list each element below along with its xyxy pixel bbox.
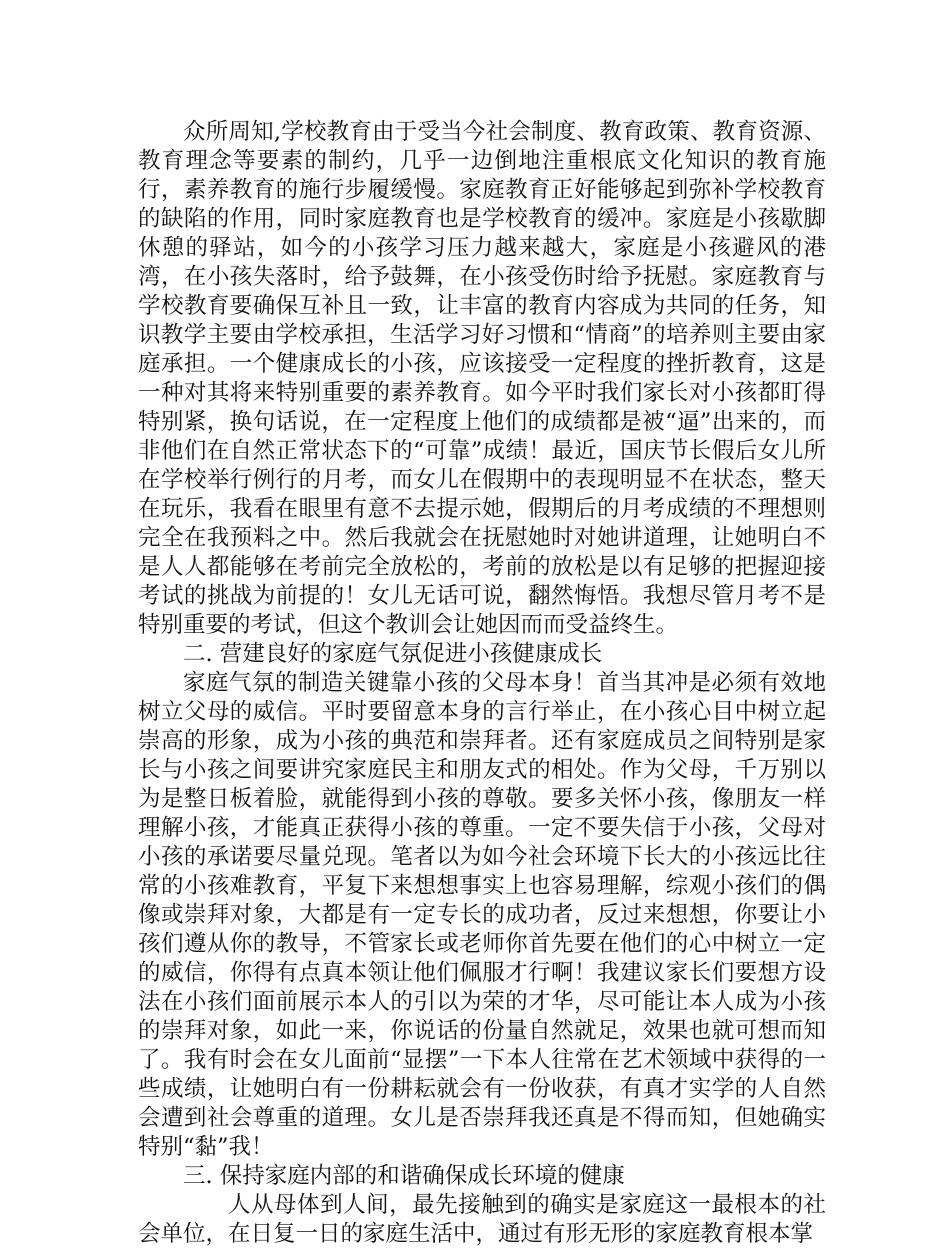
paragraph-school-vs-family-education: 众所周知,学校教育由于受当今社会制度、教育政策、教育资源、教育理念等要素的制约，几乎一边倒地注重根底文化知识的教育施行，素养教育的施行步履缓慢。家庭教育正好能够起到弥补学校教育的缺陷的作用，同时家庭教育也是学校教育的缓冲。家庭是小孩歇脚休憩的驿站，如今的小孩学习压力越来越大，家庭是小孩避风的港湾，在小孩失落时，给予鼓舞，在小孩受伤时给予抚慰。家庭教育与学校教育要确保互补且一致，让丰富的教育内容成为共同的任务，知识教学主要由学校承担，生活学习好习惯和“情商”的培养则主要由家庭承担。一个健康成长的小孩，应该接受一定程度的挫折教育，这是一种对其将来特别重要的素养教育。如今平时我们家长对小孩都盯得特别紧，换句话说，在一定程度上他们的成绩都是被“逼”出来的，而非他们在自然正常状态下的“可靠”成绩！最近，国庆节长假后女儿所在学校举行例行的月考，而女儿在假期中的表现明显不在状态，整天在玩乐，我看在眼里有意不去提示她，假期后的月考成绩的不理想则完全在我预料之中。然后我就会在抚慰她时对她讲道理，让她明白不是人人都能够在考前完全放松的，考前的放松是以有足够的把握迎接考试的挑战为前提的！女儿无话可说，翻然悔悟。我想尽管月考不是特别重要的考试，但这个教训会让她因而而受益终生。 xyxy=(138,119,826,638)
paragraph-family-harmony: 人从母体到人间，最先接触到的确实是家庭这一最根本的社会单位，在日复一日的家庭生活中，通过有形无形的家庭教育根本掌 xyxy=(138,1192,826,1247)
document-body xyxy=(138,118,826,1249)
section-heading-2: 二. 营建良好的家庭气氛促进小孩健康成长 xyxy=(183,641,603,667)
paragraph-family-atmosphere: 家庭气氛的制造关键靠小孩的父母本身！首当其冲是必须有效地树立父母的威信。平时要留意本身的言行举止，在小孩心目中树立起崇高的形象，成为小孩的典范和崇拜者。还有家庭成员之间特别是家长与小孩之间要讲究家庭民主和朋友式的相处。作为父母，千万别以为是整日板着脸，就能得到小孩的尊敬。要多关怀小孩，像朋友一样理解小孩，才能真正获得小孩的尊重。一定不要失信于小孩，父母对小孩的承诺要尽量兑现。笔者以为如今社会环境下长大的小孩远比往常的小孩难教育，平复下来想想事实上也容易理解，综观小孩们的偶像或崇拜对象，大都是有一定专长的成功者，反过来想想，你要让小孩们遵从你的教导，不管家长或老师你首先要在他们的心中树立一定的威信，你得有点真本领让他们佩服才行啊！我建议家长们要想方设法在小孩们面前展示本人的引以为荣的才华，尽可能让本人成为小孩的崇拜对象，如此一来，你说话的份量自然就足，效果也就可想而知了。我有时会在女儿面前“显摆”一下本人往常在艺术领域中获得的一些成绩，让她明白有一份耕耘就会有一份收获，有真才实学的人自然会遭到社会尊重的道理。女儿是否崇拜我还真是不得而知，但她确实特别“黏”我！ xyxy=(138,670,826,1160)
section-heading-3: 三. 保持家庭内部的和谐确保成长环境的健康 xyxy=(183,1163,625,1189)
